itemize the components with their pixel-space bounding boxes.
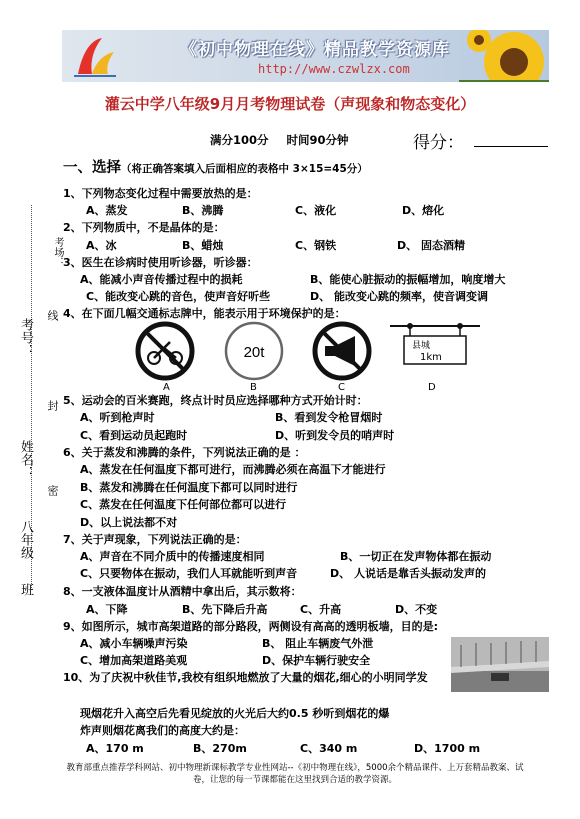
q9-option-d: D、保护车辆行驶安全: [262, 654, 371, 667]
q8-option-b: B、先下降后升高: [182, 603, 268, 616]
exam-meta: [210, 132, 363, 148]
q10-option-d: D、1700 m: [414, 742, 481, 755]
binding-class: 班: [18, 583, 33, 596]
q2-option-d: D、 固态酒精: [397, 239, 465, 252]
score-blank[interactable]: [474, 146, 548, 147]
question-10-line3: 炸声则烟花离我们的高度大约是：: [80, 724, 245, 737]
q3-option-b: B、能使心脏振动的振幅增加，响度增大: [310, 273, 506, 286]
question-9: 9、如图所示，城市高架道路的部分路段，两侧设有高高的透明板墙，目的是:: [63, 620, 439, 633]
section-heading: [63, 156, 368, 177]
q8-option-a: A、下降: [86, 603, 128, 616]
score-label: 得分：: [413, 133, 464, 153]
section-title: 一、选择: [63, 160, 121, 176]
q2-option-c: C、钢铁: [295, 239, 337, 252]
binding-grade: 八年级: [18, 520, 33, 559]
q7-option-a: A、声音在不同介质中的传播速度相同: [80, 550, 265, 563]
footer-text: 教育部重点推荐学科网站、初中物理新课标教学专业性网站--《初中物理在线》，5000余个精品课件、上万套精品教案、试卷，让您的每一节课都能在这里找到合适的教学资源。: [66, 763, 524, 785]
q9-option-a: A、减小车辆噪声污染: [80, 637, 188, 650]
question-6: 6、关于蒸发和沸腾的条件，下列说法正确的是 ：: [63, 446, 306, 459]
q5-option-b: B、看到发令枪冒烟时: [275, 411, 383, 424]
sign-d-text2: 1km: [420, 352, 442, 363]
seal-secret: 密: [46, 485, 59, 496]
q4-label-b: B: [250, 382, 257, 393]
q6-option-d: D、以上说法都不对: [80, 516, 178, 529]
question-1: 1、下列物态变化过程中需要放热的是：: [63, 187, 258, 200]
q4-label-a: A: [163, 382, 170, 393]
banner-title: 《初中物理在线》精品教学资源库: [180, 40, 450, 60]
q1-option-c: C、液化: [295, 204, 337, 217]
no-motorcycle-sign-icon: [134, 320, 196, 382]
exam-title: 灌云中学八年级9月月考物理试卷（声现象和物态变化）: [104, 95, 476, 113]
q9-option-b: B、 阻止车辆废气外泄: [262, 637, 374, 650]
q7-option-c: C、只要物体在振动，我们人耳就能听到声音: [80, 567, 298, 580]
question-10-line2: 现烟花升入高空后先看见绽放的火光后大约0.5 秒听到烟花的爆: [80, 707, 390, 720]
q7-option-d: D、 人说话是靠舌头振动发声的: [330, 567, 486, 580]
q10-option-a: A、170 m: [86, 742, 144, 755]
section-note: （将正确答案填入后面相应的表格中 3×15=45分）: [121, 163, 368, 175]
q2-option-a: A、冰: [86, 239, 117, 252]
sunflower-icon: [459, 30, 549, 82]
banner-url[interactable]: http://www.czwlzx.com: [258, 62, 410, 76]
q3-option-d: D、 能改变心跳的频率，使音调变调: [310, 290, 488, 303]
no-horn-sign-icon: [311, 320, 373, 382]
q8-option-d: D、不变: [395, 603, 438, 616]
q5-option-c: C、看到运动员起跑时: [80, 429, 188, 442]
q6-option-b: B、蒸发和沸腾在任何温度下都可以同时进行: [80, 481, 298, 494]
q3-option-c: C、能改变心跳的音色，使声音好听些: [86, 290, 271, 303]
q8-option-c: C、升高: [300, 603, 342, 616]
elevated-road-photo: [451, 637, 549, 692]
q5-option-a: A、听到枪声时: [80, 411, 155, 424]
seal-line: 线: [46, 310, 59, 321]
question-5: 5、运动会的百米赛跑，终点计时员应选择哪种方式开始计时：: [63, 394, 368, 407]
full-score: 满分100分: [210, 133, 269, 147]
sign-d-text1: 县城: [412, 341, 431, 351]
question-3: 3、医生在诊病时使用听诊器，听诊器：: [63, 256, 258, 269]
exam-time: 时间90分钟: [286, 133, 349, 147]
town-distance-sign-icon: [390, 320, 480, 370]
q5-option-d: D、听到发令员的哨声时: [275, 429, 395, 442]
q4-label-c: C: [338, 382, 345, 393]
header-banner: [62, 30, 549, 82]
site-logo-icon: [72, 34, 118, 78]
binding-number: 考号：: [18, 318, 33, 357]
binding-room: 考场：: [52, 237, 63, 267]
seal-seal: 封: [46, 400, 59, 411]
binding-name: 姓名：: [18, 440, 33, 479]
q1-option-d: D、熔化: [402, 204, 445, 217]
question-2: 2、下列物质中，不是晶体的是：: [63, 221, 225, 234]
q1-option-b: B、沸腾: [182, 204, 224, 217]
q10-option-b: B、270m: [193, 742, 247, 755]
question-7: 7、关于声现象，下列说法正确的是：: [63, 533, 247, 546]
q3-option-a: A、能减小声音传播过程中的损耗: [80, 273, 243, 286]
q9-option-c: C、增加高架道路美观: [80, 654, 188, 667]
weight-limit-sign-icon: [223, 320, 285, 382]
q6-option-a: A、蒸发在任何温度下都可进行，而沸腾必须在高温下才能进行: [80, 463, 386, 476]
question-10: 10、为了庆祝中秋佳节,我校有组织地燃放了大量的烟花,细心的小明同学发: [63, 671, 428, 684]
q7-option-b: B、一切正在发声物体都在振动: [340, 550, 492, 563]
q4-label-d: D: [428, 382, 436, 393]
q6-option-c: C、蒸发在任何温度下任何部位都可以进行: [80, 498, 287, 511]
sign-b-text: 20t: [243, 344, 265, 361]
q2-option-b: B、蜡烛: [182, 239, 224, 252]
q10-option-c: C、340 m: [300, 742, 358, 755]
q1-option-a: A、蒸发: [86, 204, 128, 217]
question-4: 4、在下面几幅交通标志牌中，能表示用于环境保护的是：: [63, 307, 346, 320]
question-8: 8、一支液体温度计从酒精中拿出后，其示数将：: [63, 585, 302, 598]
